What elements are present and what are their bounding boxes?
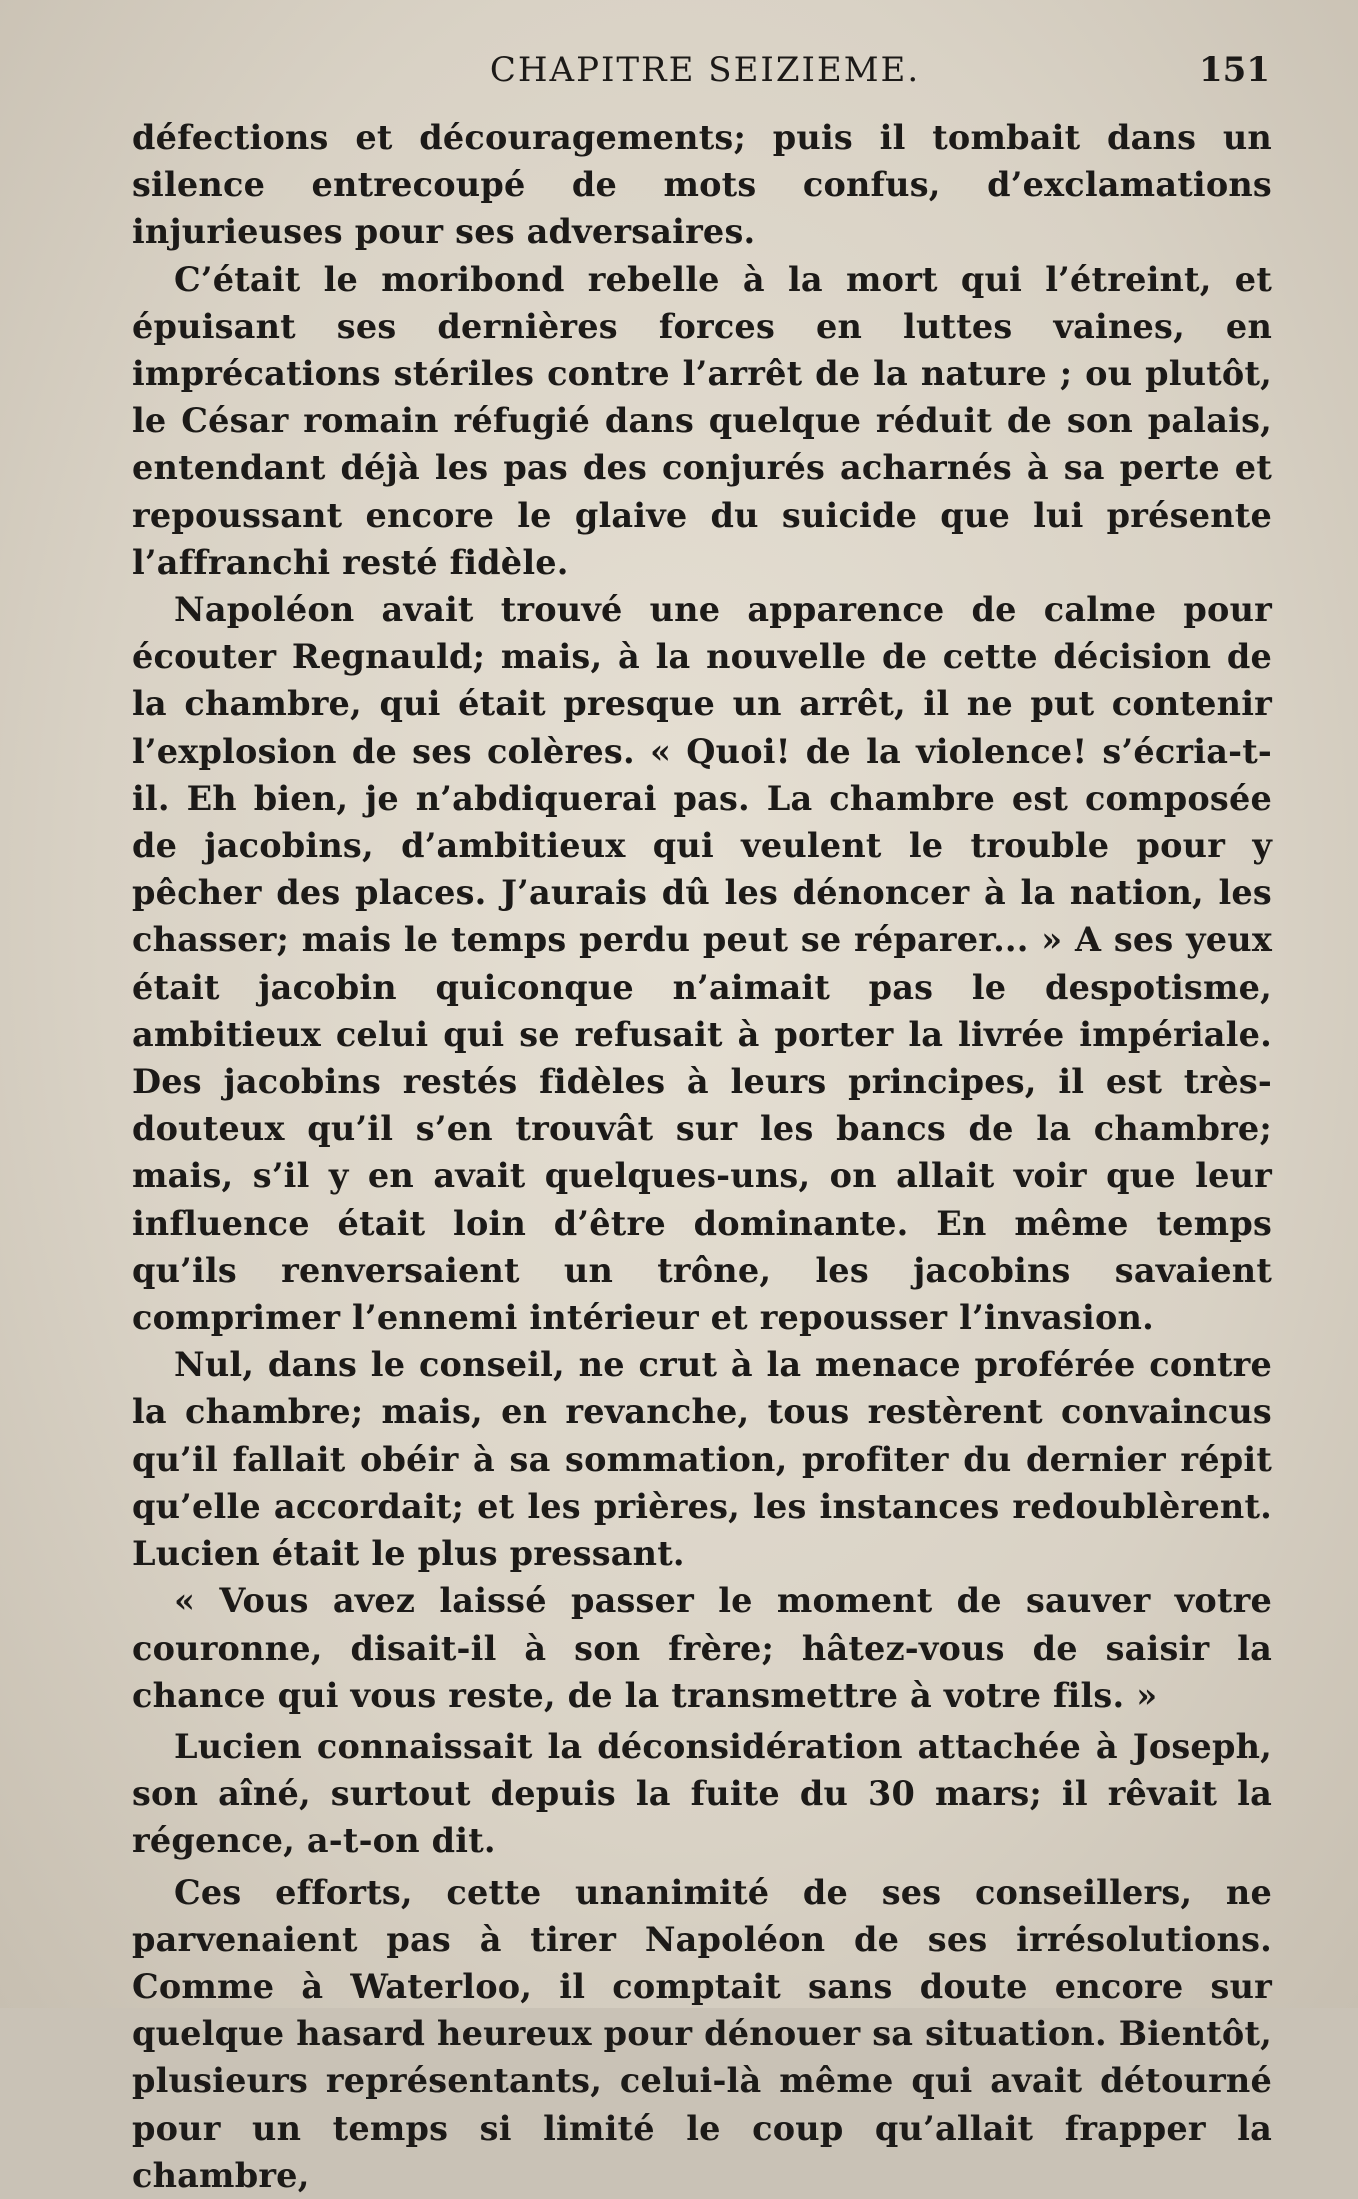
body-text [132,114,1272,2199]
paragraph-6: Lucien connaissait la déconsidération attachée à Joseph, son aîné, surtout depuis la fuite du 30 mars; il rêvait la régence, a-t-on dit. [132,1726,1272,1861]
running-title: CHAPITRE SEIZIEME. [489,50,921,90]
paragraph-2: C’était le moribond rebelle à la mort qui l’étreint, et épuisant ses dernières forces en luttes vaines, en imprécations stériles contre l’arrêt de la nature ; ou plutôt, le César romain réfugié dans quelque réduit de son palais, entendant déjà les pas des conjurés acharnés à sa perte et repoussant encore le glaive du suicide que lui présente l’affranchi resté fidèle. [132,259,1272,582]
paragraph-4: Nul, dans le conseil, ne crut à la menace proférée contre la chambre; mais, en revanche, tous restèrent convaincus qu’il fallait obéir à sa sommation, profiter du dernier répit qu’elle accordait; et les prières, les instances redoublèrent. Lucien était le plus pressant. [132,1345,1272,1574]
paragraph-3: Napoléon avait trouvé une apparence de calme pour écouter Regnauld; mais, à la nouvelle de cette décision de la chambre, qui était presque un arrêt, il ne put contenir l’explosion de ses colères. « Quoi! de la violence! s’écria-t-il. Eh bien, je n’abdiquerai pas. La chambre est composée de jacobins, d’ambitieux qui veulent le trouble pour y pêcher des places. J’aurais dû les dénoncer à la nation, les chasser; mais le temps perdu peut se réparer... » A ses yeux était jacobin quiconque n’aimait pas le despotisme, ambitieux celui qui se refusait à porter la livrée impériale. Des jacobins restés fidèles à leurs principes, il est très-douteux qu’il s’en trouvât sur les bancs de la chambre; mais, s’il y en avait quelques-uns, on allait voir que leur influence était loin d’être dominante. En même temps qu’ils renversaient un trône, les jacobins savaient comprimer l’ennemi intérieur et repousser l’invasion. [132,590,1272,1338]
page-header [140,50,1270,100]
page-number: 151 [1199,50,1270,90]
paragraph-7: Ces efforts, cette unanimité de ses conseillers, ne parvenaient pas à tirer Napoléon de ses irrésolutions. Comme à Waterloo, il comptait sans doute encore sur quelque hasard heureux pour dénouer sa situation. Bientôt, plusieurs représentants, celui-là même qui avait détourné pour un temps si limité le coup qu’allait frapper la chambre, [132,1872,1272,2195]
paragraph-5: « Vous avez laissé passer le moment de sauver votre couronne, disait-il à son frère; hâtez-vous de saisir la chance qui vous reste, de la transmettre à votre fils. » [132,1581,1272,1715]
paragraph-1: défections et découragements; puis il tombait dans un silence entrecoupé de mots confus, d’exclamations injurieuses pour ses adversaires. [132,118,1272,252]
